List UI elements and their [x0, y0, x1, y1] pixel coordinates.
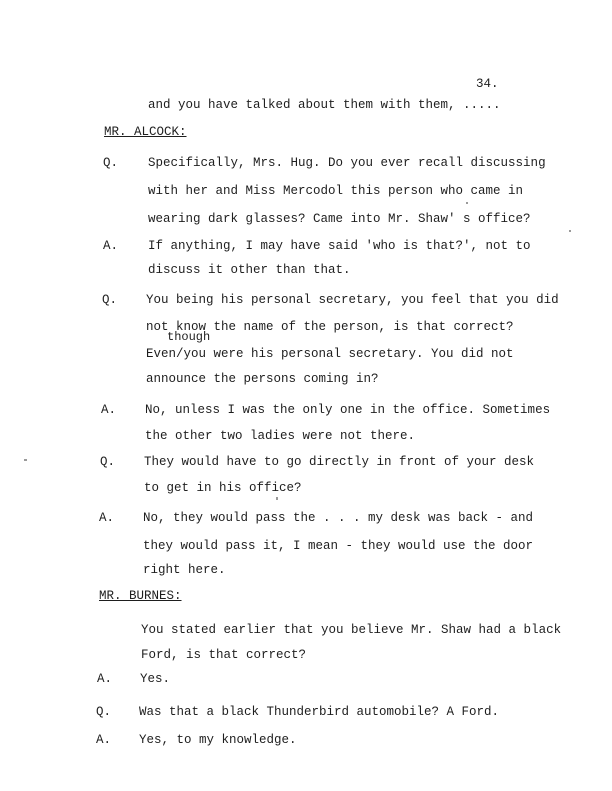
- scan-speck: [276, 497, 278, 500]
- question-label: Q.: [96, 705, 112, 719]
- answer-label: A.: [103, 239, 119, 253]
- transcript-line: You stated earlier that you believe Mr. Shaw had a black: [141, 623, 562, 637]
- transcript-line: the other two ladies were not there.: [145, 429, 416, 443]
- scan-speck: [569, 230, 571, 232]
- speaker-heading: MR. ALCOCK:: [104, 125, 187, 139]
- answer-label: A.: [97, 672, 113, 686]
- answer-label: A.: [99, 511, 115, 525]
- transcript-line: and you have talked about them with them, .....: [148, 98, 501, 112]
- transcript-line: discuss it other than that.: [148, 263, 351, 277]
- transcript-line: You being his personal secretary, you feel that you did: [146, 293, 559, 307]
- transcript-line: Ford, is that correct?: [141, 648, 307, 662]
- transcript-line: No, they would pass the . . . my desk was back - and: [143, 511, 534, 525]
- scan-speck: [24, 459, 27, 461]
- transcript-line: to get in his office?: [144, 481, 302, 495]
- question-label: Q.: [102, 293, 118, 307]
- speaker-heading: MR. BURNES:: [99, 589, 182, 603]
- transcript-line: If anything, I may have said 'who is that?', not to: [148, 239, 531, 253]
- transcript-line: they would pass it, I mean - they would use the door: [143, 539, 534, 553]
- transcript-line: Specifically, Mrs. Hug. Do you ever recall discussing: [148, 156, 546, 170]
- transcript-line: Yes.: [140, 672, 171, 686]
- question-label: Q.: [100, 455, 116, 469]
- scan-speck: [466, 202, 468, 204]
- transcript-line: Even/you were his personal secretary. You did not: [146, 347, 514, 361]
- transcript-line: right here.: [143, 563, 226, 577]
- transcript-line: They would have to go directly in front of your desk: [144, 455, 535, 469]
- page-number: 34.: [476, 77, 499, 91]
- transcript-line: Was that a black Thunderbird automobile? A Ford.: [139, 705, 500, 719]
- transcript-line: No, unless I was the only one in the office. Sometimes: [145, 403, 551, 417]
- transcript-line: announce the persons coming in?: [146, 372, 379, 386]
- transcript-line: with her and Miss Mercodol this person who came in: [148, 184, 524, 198]
- question-label: Q.: [103, 156, 119, 170]
- transcript-line: wearing dark glasses? Came into Mr. Shaw' s office?: [148, 212, 531, 226]
- transcript-line: Yes, to my knowledge.: [139, 733, 297, 747]
- answer-label: A.: [96, 733, 112, 747]
- transcript-line: not know the name of the person, is that correct?: [146, 320, 514, 334]
- interlineation: though: [167, 330, 211, 344]
- answer-label: A.: [101, 403, 117, 417]
